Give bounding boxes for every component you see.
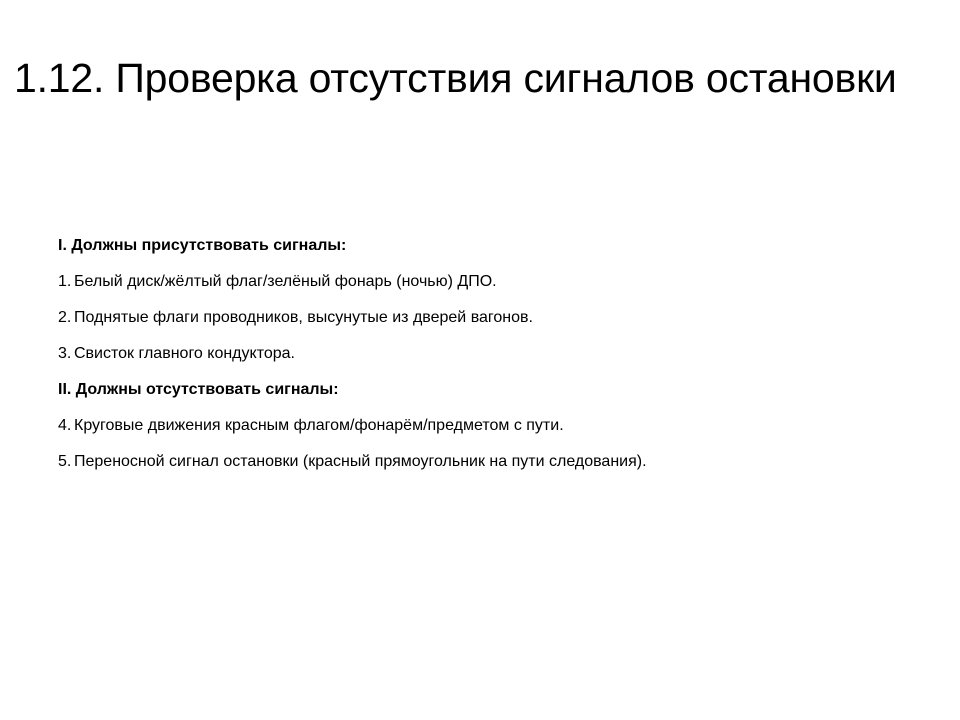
slide-title: 1.12. Проверка отсутствия сигналов остановки [14,55,897,101]
list-item-text: Переносной сигнал остановки (красный прямоугольник на пути следования). [74,453,647,470]
list-item-number: 5. [58,453,72,470]
list-item [58,444,918,480]
list-item-number: 2. [58,309,72,326]
slide-content [58,228,918,480]
list-item-text: Белый диск/жёлтый флаг/зелёный фонарь (ночью) ДПО. [74,273,497,290]
section-heading-prohibited: II. Должны отсутствовать сигналы: [58,381,339,398]
list-item [58,336,918,372]
list-item [58,300,918,336]
list-item [58,408,918,444]
list-item-text: Свисток главного кондуктора. [74,345,295,362]
list-item-text: Круговые движения красным флагом/фонарём/предметом с пути. [74,417,564,434]
list-item-number: 1. [58,273,72,290]
list-item [58,264,918,300]
list-item-number: 3. [58,345,72,362]
list-item-number: 4. [58,417,72,434]
section-heading-required: I. Должны присутствовать сигналы: [58,237,347,254]
list-item-text: Поднятые флаги проводников, высунутые из дверей вагонов. [74,309,533,326]
